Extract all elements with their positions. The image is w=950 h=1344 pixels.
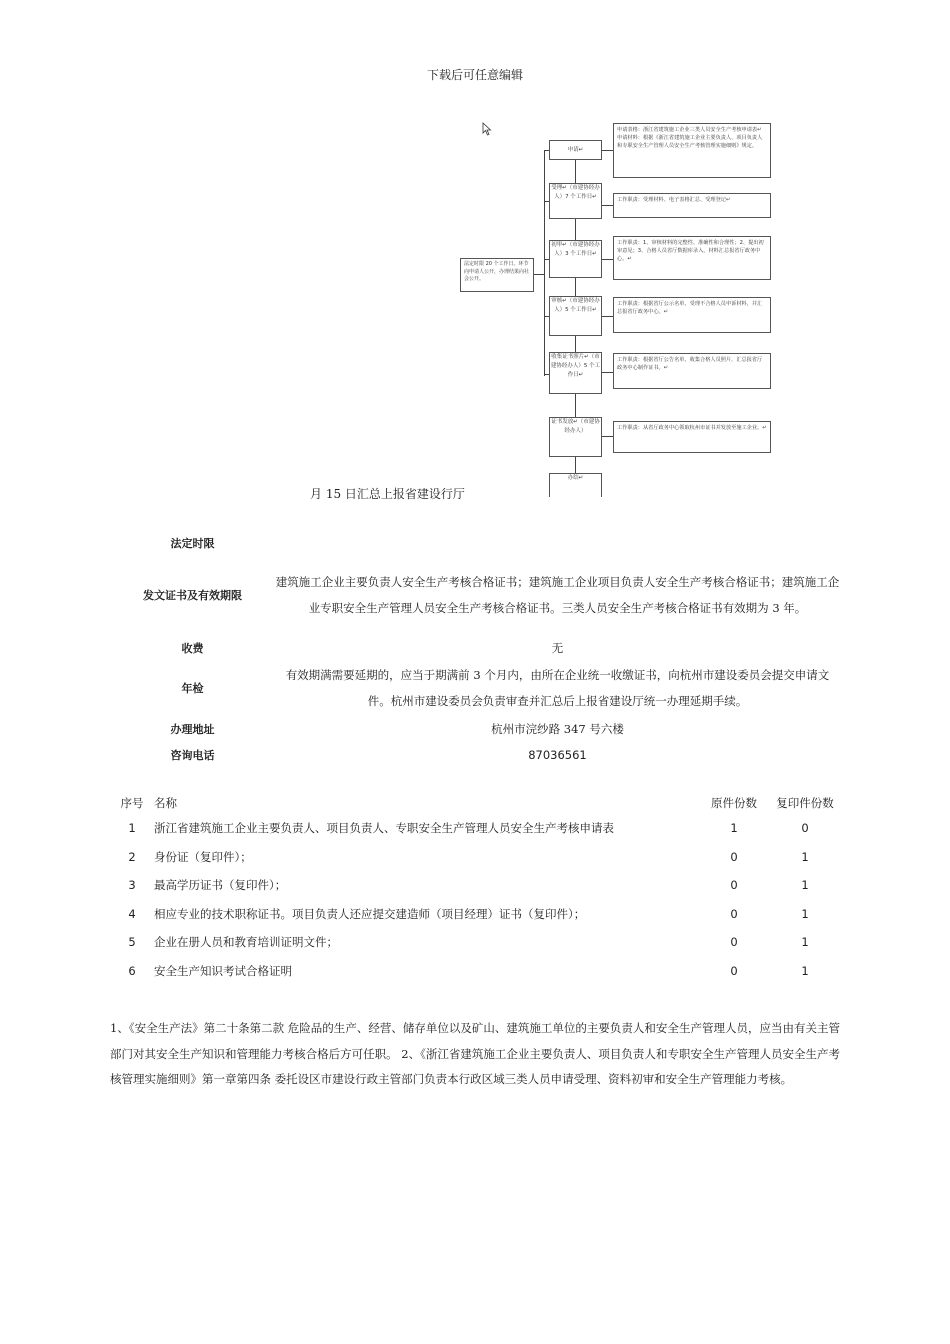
flowchart-step-review: 审核↵（市建协经办人）5 个工作日↵ [549, 296, 602, 336]
row-no: 4 [128, 906, 136, 921]
flowchart-step-apply: 申请↵ [549, 140, 602, 160]
flowchart-note-link [602, 372, 613, 373]
row-orig: 0 [730, 906, 738, 921]
flowchart-note-link [602, 436, 613, 437]
info-row-fee [110, 636, 840, 660]
materials-header [110, 792, 850, 814]
legal-basis-paragraph: 1、《安全生产法》第二十条第二款 危险品的生产、经营、储存单位以及矿山、建筑施工单位的主要负责人和安全生产管理人员，应当由有关主管部门对其安全生产知识和管理能力考核合格后方可任职。 2、《浙江省建筑施工企业主要负责人、项目负责人和专职安全生产管理人员安全生产考核管理实施细则》第一章第四条 委托设区市建设行政主管部门负责本行政区域三类人员申请受理、资料初审和安全生产管理能力考核。 [110, 1021, 840, 1086]
row-copy: 0 [801, 821, 809, 836]
flowchart-note-issue: 工作职责：从省厅政务中心领取杭州市证书并发放至施工企业。↵ [613, 421, 771, 453]
info-label: 发文证书及有效期限 [143, 589, 242, 602]
info-value: 有效期满需要延期的，应当于期满前 3 个月内，由所在企业统一收缴证书，向杭州市建设委员会提交申请文件。杭州市建设委员会负责审查并汇总后上报省建设厅统一办理延期手续。 [285, 668, 830, 708]
info-value: 无 [551, 641, 564, 655]
row-orig: 0 [730, 963, 738, 978]
info-value: 87036561 [528, 748, 587, 762]
info-label: 法定时限 [170, 537, 215, 550]
row-no: 6 [128, 963, 136, 978]
flowchart-note-link [602, 205, 613, 206]
row-copy: 1 [801, 906, 809, 921]
info-row-address [110, 716, 840, 742]
flowchart-step-done: 办结↵ [549, 473, 602, 497]
row-name: 最高学历证书（复印件）； [154, 878, 287, 893]
info-value: 建筑施工企业主要负责人安全生产考核合格证书；建筑施工企业项目负责人安全生产考核合格证书；建筑施工企业专职安全生产管理人员安全生产考核合格证书。三类人员安全生产考核合格证书有效期为 3 年。 [275, 575, 840, 615]
row-copy: 1 [801, 849, 809, 864]
col-header-orig: 原件份数 [711, 796, 757, 810]
row-copy: 1 [801, 878, 809, 893]
info-row-phone [110, 742, 840, 768]
info-row-annual-check [110, 660, 840, 716]
flowchart-note-link [602, 259, 613, 260]
flowchart-left-note: 法定时限 20 个工作日。环节向申请人公开，办理结果向社会公开。 [460, 258, 534, 292]
info-label: 年检 [181, 682, 204, 695]
flowchart-caption: 月 15 日汇总上报省建设行厅 [310, 487, 465, 501]
flowchart-note-review: 工作职责：根据省厅公示名单，受理不合格人员申诉材料，并汇总报省厅政务中心。↵ [613, 297, 771, 333]
row-no: 1 [128, 821, 136, 836]
flowchart-note-accept: 工作职责：受理材料、电子表格汇总、受理登记↵ [613, 193, 771, 218]
row-name: 相应专业的技术职称证书。项目负责人还应提交建造师（项目经理）证书（复印件）； [154, 906, 586, 921]
row-name: 身份证（复印件）； [154, 849, 252, 864]
col-header-no: 序号 [120, 796, 144, 810]
info-label: 咨询电话 [170, 749, 215, 762]
info-row-certificate [110, 554, 840, 636]
row-orig: 0 [730, 849, 738, 864]
row-no: 5 [128, 935, 136, 950]
flowchart-step-issue: 证书发放↵（市建协经办人） [549, 417, 602, 457]
row-name: 企业在册人员和教育培训证明文件； [154, 935, 338, 950]
table-row [110, 871, 850, 900]
row-orig: 1 [730, 821, 738, 836]
info-row-deadline [110, 532, 840, 554]
flowchart-note-collect-photo: 工作职责：根据省厅公告名单，收集合格人员照片，汇总报省厅政务中心制作证书。↵ [613, 353, 771, 389]
table-row [110, 843, 850, 872]
row-name: 安全生产知识考试合格证明 [154, 963, 292, 978]
row-no: 3 [128, 878, 136, 893]
row-copy: 1 [801, 935, 809, 950]
flowchart-spine [544, 150, 545, 376]
info-label: 办理地址 [170, 723, 215, 736]
row-copy: 1 [801, 963, 809, 978]
flowchart-note-link [602, 316, 613, 317]
col-header-copy: 复印件份数 [776, 796, 834, 810]
table-row [110, 957, 850, 986]
page-header: 下载后可任意编辑 [426, 68, 523, 82]
info-table [110, 532, 840, 768]
row-orig: 0 [730, 878, 738, 893]
flowchart-note-first-review: 工作职责：1、审核材料的完整性、准确性和合理性；2、提出初审意见；3、合格人员省厅数据库录入，材料汇总报省厅政务中心。↵ [613, 236, 771, 280]
flowchart [0, 0, 950, 500]
flowchart-note-link [602, 150, 613, 151]
info-label: 收费 [181, 642, 204, 655]
flowchart-step-accept: 受理↵（市建协经办人）7 个工作日↵ [549, 183, 602, 219]
flowchart-note-apply: 申请表格：浙江省建筑施工企业三类人员安全生产考核申请表↵ 申请材料：根据《浙江省建筑施工企业主要负责人、项目负责人和专职安全生产管理人员安全生产考核管理实施细则》规定。 [613, 123, 771, 178]
table-row [110, 900, 850, 929]
flowchart-step-collect-photo: 收集证书照片↵（市建协经办人）5 个工作日↵ [549, 352, 602, 394]
col-header-name: 名称 [154, 796, 177, 810]
row-no: 2 [128, 849, 136, 864]
row-orig: 0 [730, 935, 738, 950]
materials-table [110, 792, 850, 985]
cursor-icon [482, 122, 492, 136]
info-value: 杭州市浣纱路 347 号六楼 [491, 722, 624, 736]
flowchart-step-first-review: 初审↵（市建协经办人）3 个工作日↵ [549, 240, 602, 278]
table-row [110, 928, 850, 957]
table-row [110, 814, 850, 843]
row-name: 浙江省建筑施工企业主要负责人、项目负责人、专职安全生产管理人员安全生产考核申请表 [154, 821, 614, 836]
